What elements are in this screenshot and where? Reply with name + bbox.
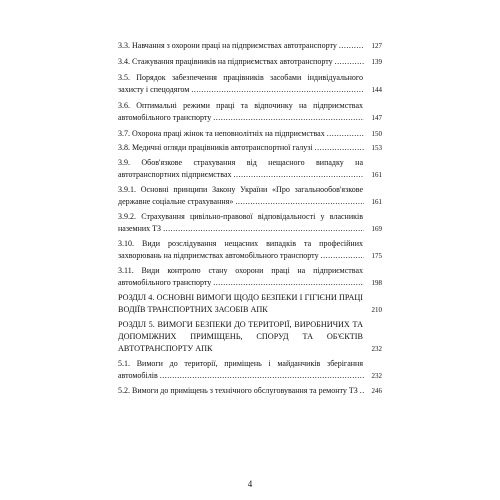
- toc-entry-page: 153: [371, 144, 382, 152]
- toc-entry-title: РОЗДІЛ 4. ОСНОВНІ ВИМОГИ ЩОДО БЕЗПЕКИ І ГІГІЄНИ ПРАЦІ ВОДІЇВ ТРАНСПОРТНИХ ЗАСОБІВ АПК: [118, 293, 363, 314]
- toc-entry-title: 3.6. Оптимальні режими праці та відпочинку на підприємствах автомобільного транспорту .....: [118, 100, 364, 124]
- toc-entry: [118, 385, 382, 397]
- toc-entry-title: 3.11. Види контролю стану охорони праці на підприємствах автомобільного транспорту .....: [118, 265, 364, 289]
- toc-entry: [118, 319, 382, 355]
- toc-entry-page: 169: [371, 225, 382, 233]
- toc-entry: [118, 265, 382, 289]
- toc-entry-page: 161: [371, 171, 382, 179]
- toc-entry: [118, 56, 382, 68]
- toc-entry-page: 147: [371, 114, 382, 122]
- toc-entry-page: 175: [371, 252, 382, 260]
- toc-entry-page: 161: [371, 198, 382, 206]
- toc-entry-title: 3.3. Навчання з охорони праці на підприємствах автотранспорту .....: [118, 40, 364, 52]
- toc-entry: [118, 142, 382, 154]
- toc-entry: [118, 358, 382, 382]
- toc-entry: [118, 40, 382, 52]
- toc-entry: [118, 72, 382, 96]
- toc-entry: [118, 100, 382, 124]
- toc-entry-title: 3.9.1. Основні принципи Закону України «Про загальнообов'язкове державне соціальне страхування» .....: [118, 184, 364, 208]
- toc-entry-page: 144: [371, 86, 382, 94]
- toc-entry: [118, 128, 382, 140]
- toc-entry-title: 3.8. Медичні огляди працівників автотранспортної галузі .....: [118, 142, 364, 154]
- toc-entry-title: 5.1. Вимоги до території, приміщень і майданчиків зберігання автомобілів .....: [118, 358, 364, 382]
- toc-entry-title: 3.4. Стажування працівників на підприємствах автотранспорту .....: [118, 56, 364, 68]
- toc-entry-page: 198: [371, 279, 382, 287]
- page-number: 4: [247, 479, 253, 489]
- toc-entry: [118, 157, 382, 181]
- toc-entry: [118, 292, 382, 316]
- toc-entry-title: 5.2. Вимоги до приміщень з технічного обслуговування та ремонту ТЗ .....: [118, 385, 364, 397]
- toc-entry-page: 246: [371, 387, 382, 395]
- toc-entry-title: 3.7. Охорона праці жінок та неповнолітніх на підприємствах .....: [118, 128, 364, 140]
- toc-entry-page: 127: [371, 42, 382, 50]
- toc-entry-page: 232: [371, 372, 382, 380]
- toc-entry: [118, 238, 382, 262]
- toc-entry: [118, 211, 382, 235]
- toc-entry-title: 3.9. Обов'язкове страхування від нещасного випадку на автотранспортних підприємствах .....: [118, 157, 364, 181]
- toc-entry-title: РОЗДІЛ 5. ВИМОГИ БЕЗПЕКИ ДО ТЕРИТОРІЇ, ВИРОБНИЧИХ ТА ДОПОМІЖНИХ ПРИМІЩЕНЬ, СПОРУД ТА ОБ'ЄКТІВ АВТОТРАНСПОРТУ АПК: [118, 320, 363, 353]
- table-of-contents: [118, 40, 382, 400]
- toc-entry-title: 3.10. Види розслідування нещасних випадків та професійних захворювань на підприємствах автомобільного транспорту .....: [118, 238, 364, 262]
- toc-entry-page: 150: [371, 130, 382, 138]
- toc-entry-page: 232: [371, 345, 382, 353]
- toc-entry-title: 3.5. Порядок забезпечення працівників засобами індивідуального захисту і спецодягом .....: [118, 72, 364, 96]
- toc-entry-page: 210: [371, 306, 382, 314]
- toc-entry: [118, 184, 382, 208]
- toc-entry-title: 3.9.2. Страхування цивільно-правової відповідальності у власників наземних ТЗ .....: [118, 211, 364, 235]
- toc-entry-page: 139: [371, 58, 382, 66]
